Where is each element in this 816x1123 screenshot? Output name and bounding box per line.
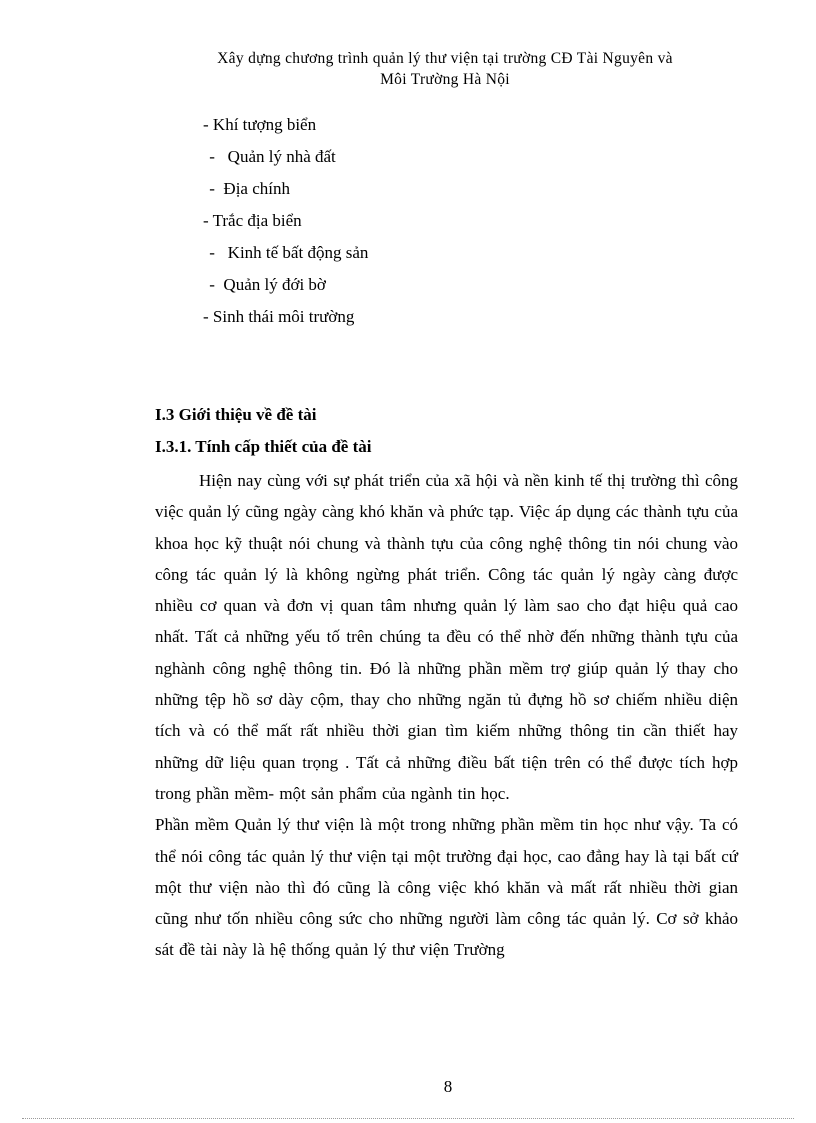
list-item: - Kinh tế bất động sản	[205, 243, 369, 262]
list-item: - Trắc địa biển	[203, 211, 302, 230]
body-text	[155, 465, 738, 966]
running-header	[150, 48, 740, 90]
header-line-2: Môi Trường Hà Nội	[380, 71, 510, 88]
subsection-heading: I.3.1. Tính cấp thiết của đề tài	[155, 437, 372, 456]
page-number: 8	[443, 1077, 453, 1096]
list-item: - Quản lý đới bờ	[205, 275, 326, 294]
header-line-1: Xây dựng chương trình quản lý thư viện tại trường CĐ Tài Nguyên và	[217, 50, 673, 67]
list-item: - Khí tượng biển	[203, 115, 317, 134]
section-heading: I.3 Giới thiệu về đề tài	[155, 405, 317, 424]
paragraph-2: Phần mềm Quản lý thư viện là một trong những phần mềm tin học như vậy. Ta có thể nói công tác quản lý thư viện tại một trường đại học, cao đẳng hay là tại bất cứ một thư viện nào thì đó cũng là công việc khó khăn và mất rất nhiều thời gian cũng như tốn nhiều công sức cho những người làm công tác quản lý. Cơ sở khảo sát đề tài này là hệ thống quản lý thư viện Trường	[155, 815, 738, 960]
paragraph-1: Hiện nay cùng với sự phát triển của xã hội và nền kinh tế thị trường thì công việc quản lý cũng ngày càng khó khăn và phức tạp. Việc áp dụng các thành tựu của khoa học kỹ thuật nói chung và thành tựu của công nghệ thông tin nói chung vào công tác quản lý là không ngừng phát triển. Công tác quản lý ngày càng được nhiều cơ quan và đơn vị quan tâm nhưng quản lý làm sao cho đạt hiệu quả cao nhất. Tất cả những yếu tố trên chúng ta đều có thể nhờ đến những thành tựu của nghành công nghệ thông tin. Đó là những phần mềm trợ giúp quản lý thay cho những tệp hồ sơ dày cộm, thay cho những ngăn tủ đựng hồ sơ chiếm nhiều diện tích và có thể mất rất nhiều thời gian tìm kiếm những thông tin cần thiết hay những dữ liệu quan trọng . Tất cả những điều bất tiện trên có thể được tích hợp trong phần mềm- một sản phẩm của ngành tin học.	[155, 471, 738, 803]
list-item: - Sinh thái môi trường	[203, 307, 355, 326]
list-item: - Quản lý nhà đất	[205, 147, 336, 166]
list-item: - Địa chính	[205, 179, 290, 198]
footer-divider	[22, 1118, 794, 1119]
